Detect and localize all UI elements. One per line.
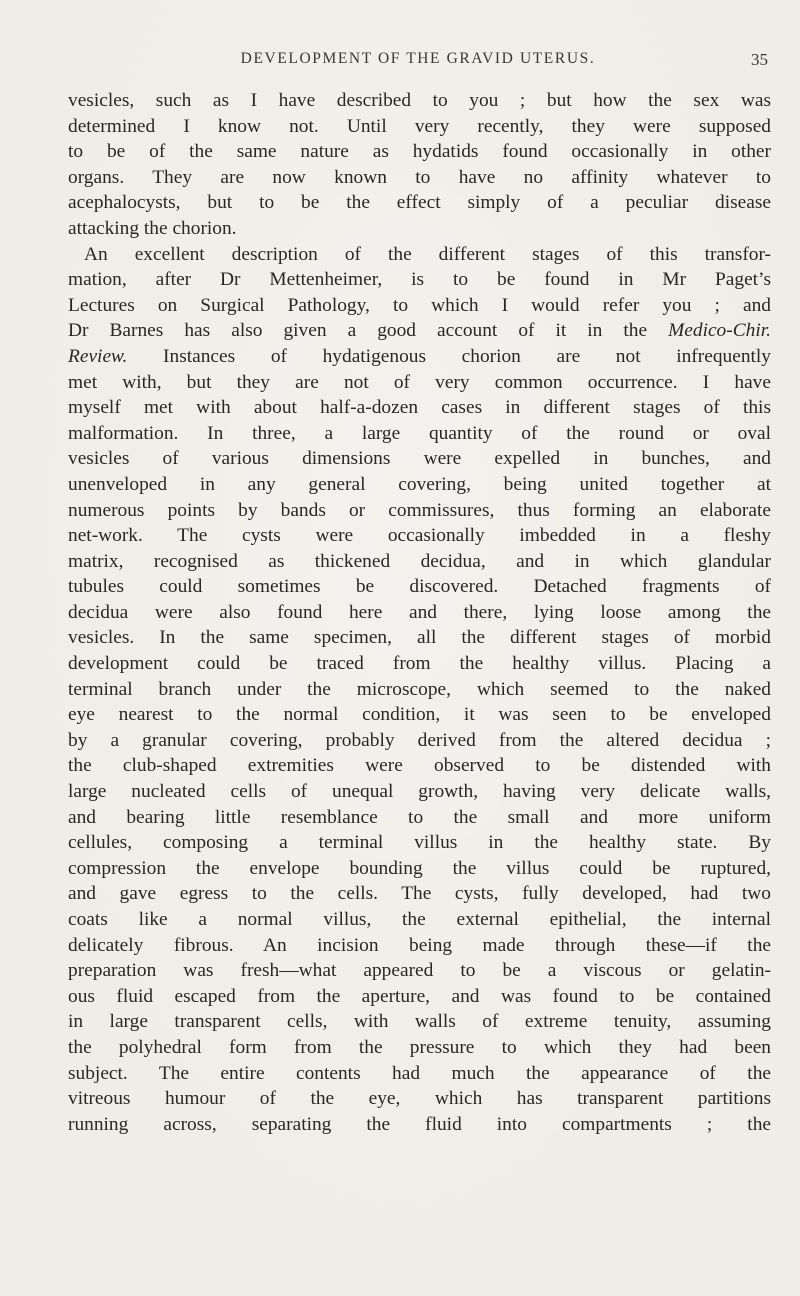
text-line: development could be traced from the healthy villus. Placing a <box>68 653 771 675</box>
text-line: the club-shaped extremities were observed to be distended with <box>68 755 771 777</box>
text-line: matrix, recognised as thickened decidua, and in which glandular <box>68 550 771 572</box>
text-line-with-italic <box>68 344 771 370</box>
text-line: terminal branch under the microscope, which seemed to the naked <box>68 678 771 700</box>
text-line: mation, after Dr Mettenheimer, is to be found in Mr Paget’s <box>68 269 771 291</box>
text-line: ous fluid escaped from the aperture, and was found to be contained <box>68 985 771 1007</box>
text-line: running across, separating the fluid into compartments ; the <box>68 1113 771 1135</box>
page-header <box>68 50 768 80</box>
text-line: vesicles. In the same specimen, all the different stages of morbid <box>68 627 771 649</box>
text-line: subject. The entire contents had much the appearance of the <box>68 1062 771 1084</box>
text-line: attacking the chorion. <box>68 217 237 239</box>
journal-title-italic: Review. <box>68 345 128 367</box>
page-number: 35 <box>751 50 768 69</box>
text-line: tubules could sometimes be discovered. Detached fragments of <box>68 576 771 598</box>
text-line: vesicles, such as I have described to you ; but how the sex was <box>68 90 771 111</box>
text-line: delicately fibrous. An incision being made through these—if the <box>68 934 771 956</box>
body-text <box>68 88 771 1137</box>
running-title: DEVELOPMENT OF THE GRAVID UTERUS. <box>240 50 596 67</box>
text-line: vesicles of various dimensions were expelled in bunches, and <box>68 448 771 470</box>
text-line: vitreous humour of the eye, which has transparent partitions <box>68 1088 771 1110</box>
text-line: malformation. In three, a large quantity of the round or oval <box>68 422 771 444</box>
text-line: coats like a normal villus, the external epithelial, the internal <box>68 909 771 930</box>
text-line: net-work. The cysts were occasionally imbedded in a fleshy <box>68 525 771 547</box>
text-line-part: Instances of hydatigenous chorion are not infrequently <box>127 345 771 367</box>
text-line: met with, but they are not of very common occurrence. I have <box>68 371 771 393</box>
text-line: to be of the same nature as hydatids found occasionally in other <box>68 141 771 163</box>
text-line: Lectures on Surgical Pathology, to which I would refer you ; and <box>68 294 771 316</box>
text-line: decidua were also found here and there, lying loose among the <box>68 601 771 623</box>
text-line: cellules, composing a terminal villus in the healthy state. By <box>68 832 771 854</box>
text-line: numerous points by bands or commissures, thus forming an elaborate <box>68 499 771 521</box>
text-line-part: Dr Barnes has also given a good account of it in the <box>68 320 648 342</box>
text-line: preparation was fresh—what appeared to be a viscous or gelatin- <box>68 960 771 982</box>
text-line: and gave egress to the cells. The cysts, fully developed, had two <box>68 883 771 905</box>
text-line: determined I know not. Until very recently, they were supposed <box>68 115 771 137</box>
text-line-with-italic <box>68 318 771 344</box>
text-line: in large transparent cells, with walls of extreme tenuity, assuming <box>68 1011 771 1033</box>
text-line: and bearing little resemblance to the small and more uniform <box>68 806 771 828</box>
text-line: unenveloped in any general covering, being united together at <box>68 473 771 495</box>
text-line: myself met with about half-a-dozen cases in different stages of this <box>68 397 771 419</box>
text-line: acephalocysts, but to be the effect simply of a peculiar disease <box>68 192 771 214</box>
text-line: by a granular covering, probably derived from the altered decidua ; <box>68 729 771 751</box>
text-line: eye nearest to the normal condition, it was seen to be enveloped <box>68 704 771 726</box>
text-line: An excellent description of the different stages of this transfor- <box>84 243 771 265</box>
text-line: the polyhedral form from the pressure to which they had been <box>68 1036 771 1058</box>
journal-title-italic: Medico-Chir. <box>668 320 771 342</box>
text-line: large nucleated cells of unequal growth, having very delicate walls, <box>68 781 771 803</box>
text-line: compression the envelope bounding the villus could be ruptured, <box>68 857 771 879</box>
text-line: organs. They are now known to have no affinity whatever to <box>68 166 771 188</box>
